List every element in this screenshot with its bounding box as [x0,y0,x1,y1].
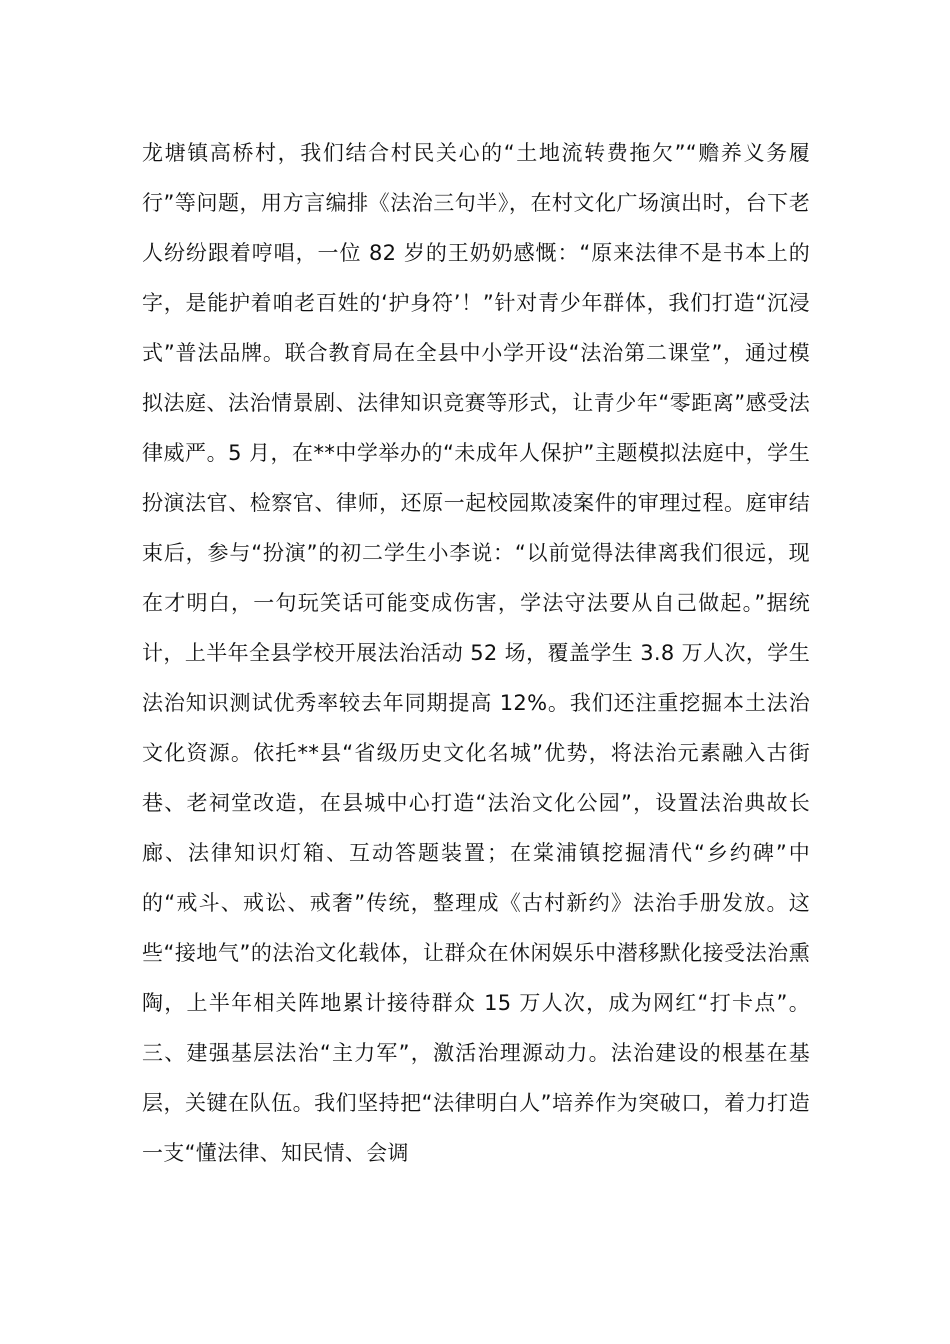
body-paragraph: 龙塘镇高桥村，我们结合村民关心的“土地流转费拖欠”“赡养义务履行”等问题，用方言编排《法治三句半》，在村文化广场演出时，台下老人纷纷跟着哼唱，一位 82 岁的王奶奶感慨：“原来法律不是书本上的字，是能护着咱老百姓的‘护身符’！”针对青少年群体，我们打造“沉浸式”普法品牌。联合教育局在全县中小学开设“法治第二课堂”，通过模拟法庭、法治情景剧、法律知识竞赛等形式，让青少年“零距离”感受法律威严。5 月，在**中学举办的“未成年人保护”主题模拟法庭中，学生扮演法官、检察官、律师，还原一起校园欺凌案件的审理过程。庭审结束后，参与“扮演”的初二学生小李说：“以前觉得法律离我们很远，现在才明白，一句玩笑话可能变成伤害，学法守法要从自己做起。”据统计，上半年全县学校开展法治活动 52 场，覆盖学生 3.8 万人次，学生法治知识测试优秀率较去年同期提高 12%。我们还注重挖掘本土法治文化资源。依托**县“省级历史文化名城”优势，将法治元素融入古街巷、老祠堂改造，在县城中心打造“法治文化公园”，设置法治典故长廊、法律知识灯箱、互动答题装置；在棠浦镇挖掘清代“乡约碑”中的“戒斗、戒讼、戒奢”传统，整理成《古村新约》法治手册发放。这些“接地气”的法治文化载体，让群众在休闲娱乐中潜移默化接受法治熏陶，上半年相关阵地累计接待群众 15 万人次，成为网红“打卡点”。三、建强基层法治“主力军”，激活治理源动力。法治建设的根基在基层，关键在队伍。我们坚持把“法律明白人”培养作为突破口，着力打造一支“懂法律、知民情、会调 [142,141,810,1165]
